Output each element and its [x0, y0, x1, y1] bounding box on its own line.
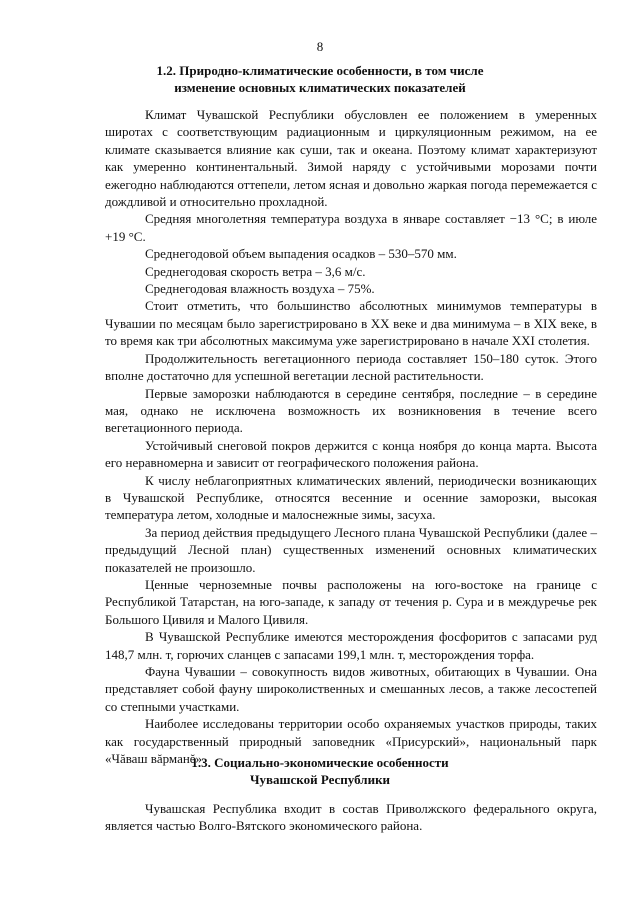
paragraph: В Чувашской Республике имеются месторождения фосфоритов с запасами руд 148,7 млн. т, горючих сланцев с запасами 199,1 млн. т, месторождения торфа.: [105, 629, 597, 662]
section-heading-line: 1.3. Социально-экономические особенности: [191, 755, 449, 770]
section-heading-line: изменение основных климатических показателей: [174, 80, 466, 95]
paragraph: Среднегодовой объем выпадения осадков – 530–570 мм.: [145, 246, 457, 262]
paragraph: Первые заморозки наблюдаются в середине сентября, последние – в середине мая, однако не исключена возможность их возникновения в течение всего вегетационного периода.: [105, 385, 597, 436]
paragraph: К числу неблагоприятных климатических явлений, периодически возникающих в Чувашской Республике, относятся весенние и осенние заморозки, высокая температура летом, холодные и малоснежные зимы, засуха.: [105, 472, 597, 523]
section-heading-1-3: [0, 754, 640, 788]
paragraph: Продолжительность вегетационного периода составляет 150–180 суток. Этого вполне достаточно для успешной вегетации лесной растительности.: [105, 350, 597, 384]
page-number: 8: [316, 39, 324, 54]
paragraph: За период действия предыдущего Лесного плана Чувашской Республики (далее – предыдущий Лесной план) существенных изменений основных климатических показателей не произошло.: [105, 524, 597, 575]
paragraph: Среднегодовая влажность воздуха – 75%.: [145, 281, 375, 297]
paragraph: Стоит отметить, что большинство абсолютных минимумов температуры в Чувашии по месяцам было зарегистрировано в XX веке и два минимума – в XIX веке, в то время как три абсолютных максимума уже зарегистрировано в начале XXI столетия.: [105, 298, 597, 349]
paragraph: Ценные черноземные почвы расположены на юго-востоке на границе с Республикой Татарстан, на юго-западе, к западу от течения р. Сура и в междуречье рек Большого Цивиля и Малого Цивиля.: [105, 576, 597, 627]
section-body-1-3: [105, 800, 597, 835]
paragraph: Чувашская Республика входит в состав Приволжского федерального округа, является частью Волго-Вятского экономического района.: [105, 801, 597, 834]
section-body-1-2: [105, 106, 597, 767]
paragraph: Климат Чувашской Республики обусловлен ее положением в умеренных широтах с соответствующим радиационным и циркуляционным режимом, на ее климате сказывается влияние как суши, так и океана. Поэтому климат характеризуют как умеренно континентальный. Зимой наряду с устойчивыми морозами почти ежегодно наблюдаются оттепели, летом ясная и довольно жаркая погода перемежается с дождливой и относительно прохладной.: [105, 107, 597, 210]
paragraph: Среднегодовая скорость ветра – 3,6 м/с.: [145, 263, 366, 279]
paragraph: Наиболее исследованы территории особо охраняемых участков природы, таких как государственный природный заповедник «Присурский», национальный парк «Чăваш вăрманĕ».: [105, 716, 597, 767]
section-heading-line: Чувашской Республики: [249, 772, 391, 787]
section-heading-line: 1.2. Природно-климатические особенности, в том числе: [156, 63, 484, 78]
paragraph: Устойчивый снеговой покров держится с конца ноября до конца марта. Высота его неравномерна и зависит от географического положения района.: [105, 437, 597, 471]
section-heading-1-2: [0, 62, 640, 96]
paragraph: Фауна Чувашии – совокупность видов животных, обитающих в Чувашии. Она представляет собой фауну широколиственных и смешанных лесов, а также лесостепей со степными участками.: [105, 664, 597, 714]
paragraph: Средняя многолетняя температура воздуха в январе составляет −13 °С; в июле +19 °С.: [105, 211, 597, 244]
